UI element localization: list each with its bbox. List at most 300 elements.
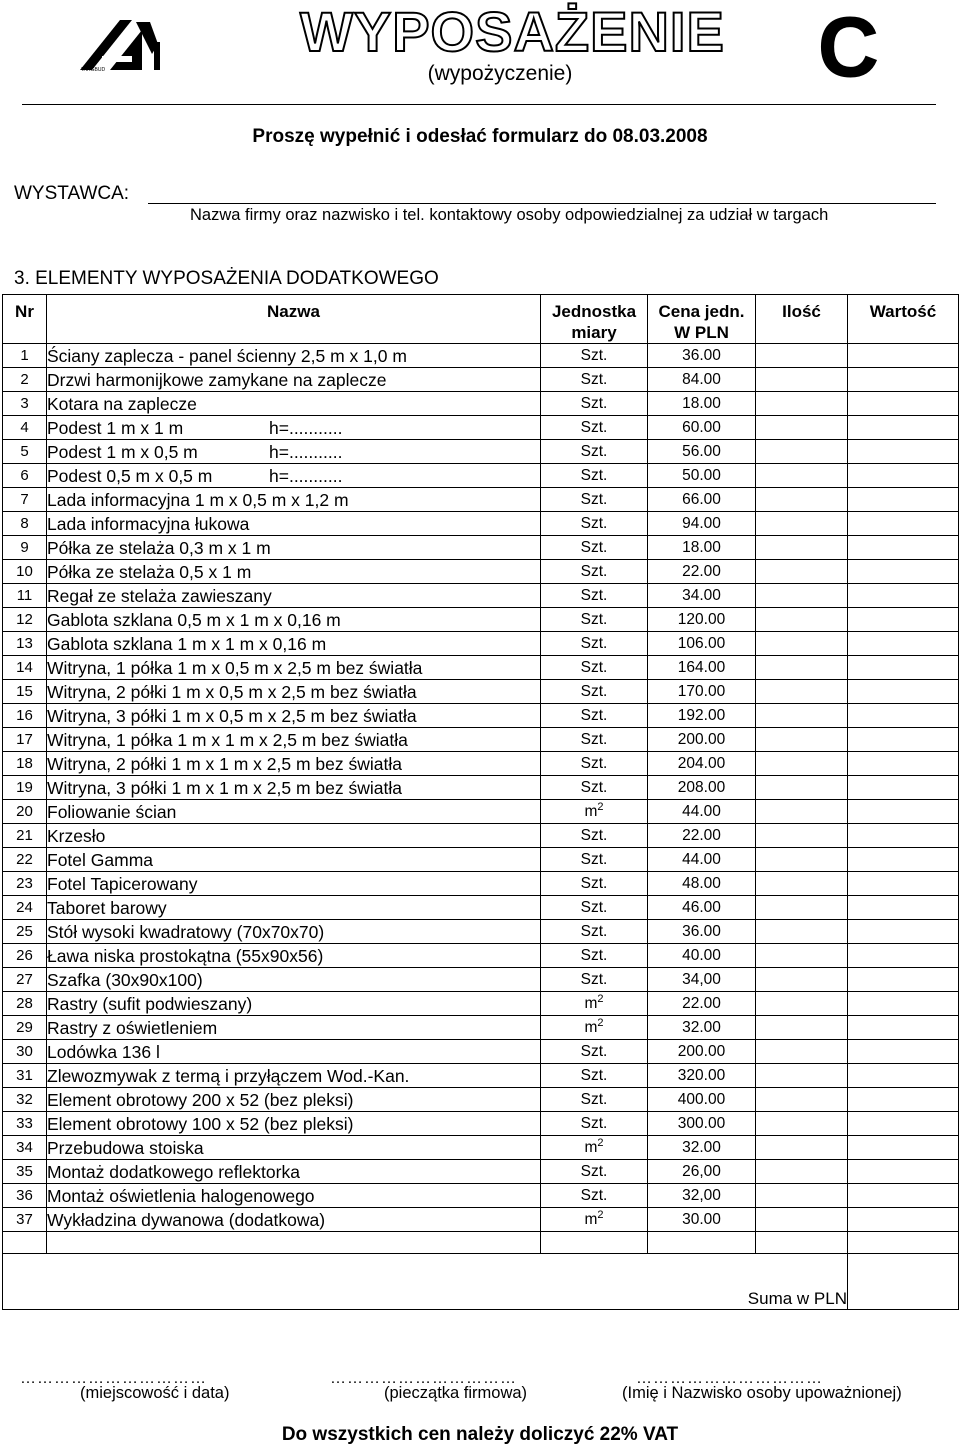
value-cell[interactable] [848,440,959,464]
item-name-text: Witryna, 1 półka 1 m x 0,5 m x 2,5 m bez światła [47,657,423,678]
item-name-text: Wykładzina dywanowa (dodatkowa) [47,1209,326,1230]
value-cell[interactable] [848,1040,959,1064]
row-number: 31 [3,1064,47,1088]
item-unit [541,944,648,968]
item-name [47,584,541,608]
value-cell[interactable] [848,560,959,584]
value-cell[interactable] [848,872,959,896]
value-cell[interactable] [848,800,959,824]
value-cell[interactable] [848,776,959,800]
item-name [47,704,541,728]
unit-text: Szt. [580,946,608,964]
value-cell[interactable] [848,992,959,1016]
item-name [47,1112,541,1136]
unit-text: Szt. [580,418,608,436]
unit-text: Szt. [580,826,608,844]
row-number: 34 [3,1136,47,1160]
value-cell[interactable] [848,680,959,704]
item-price: 164.00 [648,656,756,680]
item-price: 30.00 [648,1208,756,1232]
item-price: 208.00 [648,776,756,800]
item-unit [541,704,648,728]
quantity-cell[interactable] [756,512,848,536]
item-unit [541,1184,648,1208]
table-row [3,416,959,440]
unit-text: Szt. [580,874,608,892]
unit-text: Szt. [580,1066,608,1084]
row-number: 19 [3,776,47,800]
value-cell[interactable] [848,1208,959,1232]
item-price: 192.00 [648,704,756,728]
value-cell[interactable] [848,464,959,488]
item-name-text: Zlewozmywak z termą i przyłączem Wod.-Kan. [47,1065,410,1086]
item-name-text: Gablota szklana 1 m x 1 m x 0,16 m [47,633,327,654]
item-name [47,1040,541,1064]
table-row [3,896,959,920]
item-price: 36.00 [648,344,756,368]
item-price: 34,00 [648,968,756,992]
sum-label-text: Suma w [747,1289,814,1308]
value-cell[interactable] [848,656,959,680]
logo-text: TARGBUD [81,67,106,73]
row-number: 37 [3,1208,47,1232]
item-price: 32.00 [648,1136,756,1160]
row-number: 22 [3,848,47,872]
value-cell[interactable] [848,968,959,992]
item-unit [541,416,648,440]
item-unit [541,728,648,752]
item-name [47,536,541,560]
row-number: 27 [3,968,47,992]
unit-exponent: 2 [597,800,604,813]
row-number: 18 [3,752,47,776]
value-cell[interactable] [848,1112,959,1136]
table-row [3,560,959,584]
exhibitor-note: Nazwa firmy oraz nazwisko i tel. kontaktowy osoby odpowiedzialnej za udział w targach [190,206,829,224]
item-unit [541,968,648,992]
item-name [47,512,541,536]
item-name-text: Ława niska prostokątna (55x90x56) [47,945,324,966]
value-cell[interactable] [848,584,959,608]
value-cell[interactable] [848,848,959,872]
item-unit [541,656,648,680]
quantity-cell[interactable] [756,488,848,512]
table-row [3,368,959,392]
unit-text: Szt. [580,466,608,484]
table-row [3,752,959,776]
item-name-text: Drzwi harmonijkowe zamykane na zaplecze [47,369,387,390]
blank-cell [47,1232,541,1254]
row-number: 21 [3,824,47,848]
unit-text: Szt. [580,1186,608,1204]
row-number: 26 [3,944,47,968]
value-cell[interactable] [848,896,959,920]
sum-value-cell[interactable] [848,1254,959,1310]
form-letter: C [818,0,879,94]
value-cell[interactable] [848,704,959,728]
quantity-cell[interactable] [756,944,848,968]
item-price: 200.00 [648,728,756,752]
header-divider [22,104,936,105]
quantity-cell[interactable] [756,824,848,848]
item-price: 300.00 [648,1112,756,1136]
row-number: 11 [3,584,47,608]
item-name-text: Gablota szklana 0,5 m x 1 m x 0,16 m [47,609,341,630]
table-row [3,728,959,752]
unit-text: Szt. [580,610,608,628]
quantity-cell[interactable] [756,776,848,800]
item-name [47,1160,541,1184]
item-name-text: Foliowanie ścian [47,801,177,822]
header-value: Wartość [848,295,959,344]
unit-text: Szt. [580,1090,608,1108]
item-name [47,392,541,416]
item-name [47,944,541,968]
item-price: 56.00 [648,440,756,464]
unit-exponent: 2 [597,992,604,1005]
item-unit [541,392,648,416]
value-cell[interactable] [848,488,959,512]
item-price: 26,00 [648,1160,756,1184]
item-name-text: Montaż dodatkowego reflektorka [47,1161,300,1182]
stamp-line: …………………………… [330,1370,517,1387]
table-row [3,536,959,560]
item-price: 34.00 [648,584,756,608]
unit-text: Szt. [580,538,608,556]
item-price: 48.00 [648,872,756,896]
value-cell[interactable] [848,1136,959,1160]
quantity-cell[interactable] [756,584,848,608]
item-unit [541,632,648,656]
row-number: 35 [3,1160,47,1184]
quantity-cell[interactable] [756,920,848,944]
quantity-cell[interactable] [756,1136,848,1160]
exhibitor-field[interactable] [148,203,936,204]
table-row [3,656,959,680]
quantity-cell[interactable] [756,464,848,488]
item-unit [541,920,648,944]
table-row [3,776,959,800]
unit-text: Szt. [580,778,608,796]
sum-row [3,1254,959,1310]
item-name [47,680,541,704]
quantity-cell[interactable] [756,536,848,560]
quantity-cell[interactable] [756,800,848,824]
value-cell[interactable] [848,536,959,560]
item-name [47,656,541,680]
item-unit [541,536,648,560]
quantity-cell[interactable] [756,704,848,728]
value-cell[interactable] [848,632,959,656]
quantity-cell[interactable] [756,1160,848,1184]
page-subtitle: (wypożyczenie) [427,62,573,85]
quantity-cell[interactable] [756,416,848,440]
table-row [3,1208,959,1232]
item-name-text: Stół wysoki kwadratowy (70x70x70) [47,921,325,942]
quantity-cell[interactable] [756,680,848,704]
item-unit [541,1112,648,1136]
table-row [3,632,959,656]
table-row [3,944,959,968]
item-price: 120.00 [648,608,756,632]
value-cell[interactable] [848,1016,959,1040]
quantity-cell[interactable] [756,752,848,776]
value-cell[interactable] [848,944,959,968]
value-cell[interactable] [848,1064,959,1088]
value-cell[interactable] [848,1088,959,1112]
row-number: 5 [3,440,47,464]
item-unit [541,1088,648,1112]
item-name-text: Półka ze stelaża 0,5 x 1 m [47,561,252,582]
item-name-text: Fotel Gamma [47,849,153,870]
quantity-cell[interactable] [756,368,848,392]
item-name [47,368,541,392]
unit-text: Szt. [580,370,608,388]
quantity-cell[interactable] [756,1016,848,1040]
unit-text: Szt. [580,490,608,508]
item-name [47,464,541,488]
table-row [3,992,959,1016]
item-name-text: Podest 0,5 m x 0,5 m [47,465,213,486]
item-name [47,440,541,464]
quantity-cell[interactable] [756,1040,848,1064]
header-qty: Ilość [756,295,848,344]
quantity-cell[interactable] [756,632,848,656]
unit-text: m [584,1018,598,1036]
unit-text: m [584,994,598,1012]
item-price: 32.00 [648,1016,756,1040]
table-row [3,1064,959,1088]
item-name [47,968,541,992]
item-unit [541,1040,648,1064]
value-cell[interactable] [848,824,959,848]
unit-text: Szt. [580,706,608,724]
item-unit [541,1208,648,1232]
item-unit [541,1136,648,1160]
item-name [47,824,541,848]
item-name [47,416,541,440]
value-cell[interactable] [848,752,959,776]
table-row [3,1040,959,1064]
item-name [47,992,541,1016]
value-cell[interactable] [848,728,959,752]
quantity-cell[interactable] [756,1088,848,1112]
row-number: 4 [3,416,47,440]
unit-text: Szt. [580,1042,608,1060]
sum-label [3,1254,848,1310]
table-row [3,920,959,944]
quantity-cell[interactable] [756,872,848,896]
unit-exponent: 2 [597,1208,604,1221]
quantity-cell[interactable] [756,896,848,920]
quantity-cell[interactable] [756,848,848,872]
item-unit [541,464,648,488]
item-name [47,920,541,944]
unit-text: Szt. [580,850,608,868]
equipment-table [2,294,959,1310]
unit-text: m [584,1210,598,1228]
blank-cell[interactable] [848,1232,959,1254]
value-cell[interactable] [848,608,959,632]
quantity-cell[interactable] [756,1064,848,1088]
item-unit [541,848,648,872]
item-name-text: Kotara na zaplecze [47,393,197,414]
value-cell[interactable] [848,1184,959,1208]
logo-mark-icon [80,14,176,72]
item-unit [541,1160,648,1184]
item-name [47,800,541,824]
value-cell[interactable] [848,920,959,944]
item-unit [541,560,648,584]
unit-text: Szt. [580,394,608,412]
item-price: 60.00 [648,416,756,440]
quantity-cell[interactable] [756,968,848,992]
item-name-text: Taboret barowy [47,897,167,918]
row-number: 8 [3,512,47,536]
item-unit [541,512,648,536]
item-price: 106.00 [648,632,756,656]
page-title: WYPOSAŻENIE [300,0,725,63]
item-price: 22.00 [648,992,756,1016]
item-unit [541,800,648,824]
item-price: 46.00 [648,896,756,920]
row-number: 28 [3,992,47,1016]
item-name-text: Ściany zaplecza - panel ścienny 2,5 m x 1,0 m [47,345,407,366]
item-name [47,1064,541,1088]
table-row [3,1016,959,1040]
item-name-text: Witryna, 3 półki 1 m x 0,5 m x 2,5 m bez światła [47,705,417,726]
item-name [47,776,541,800]
item-name-text: Szafka (30x90x100) [47,969,203,990]
item-unit [541,992,648,1016]
place-date-caption: (miejscowość i data) [80,1384,230,1402]
item-name-text: Element obrotowy 200 x 52 (bez pleksi) [47,1089,354,1110]
item-name [47,848,541,872]
row-number: 17 [3,728,47,752]
value-cell[interactable] [848,416,959,440]
table-row [3,392,959,416]
item-unit [541,680,648,704]
item-unit [541,824,648,848]
item-name [47,752,541,776]
row-number: 9 [3,536,47,560]
quantity-cell[interactable] [756,728,848,752]
item-name [47,608,541,632]
value-cell[interactable] [848,1160,959,1184]
item-unit [541,896,648,920]
value-cell[interactable] [848,512,959,536]
quantity-cell[interactable] [756,656,848,680]
unit-text: Szt. [580,562,608,580]
table-row [3,608,959,632]
item-price: 66.00 [648,488,756,512]
stamp-caption: (pieczątka firmowa) [384,1384,528,1402]
row-number: 32 [3,1088,47,1112]
row-number: 12 [3,608,47,632]
item-name-text: Witryna, 3 półki 1 m x 1 m x 2,5 m bez światła [47,777,402,798]
header-name: Nazwa [47,295,541,344]
item-price: 18.00 [648,536,756,560]
quantity-cell[interactable] [756,1208,848,1232]
table-row [3,800,959,824]
blank-cell[interactable] [756,1232,848,1254]
value-cell[interactable] [848,392,959,416]
row-number: 20 [3,800,47,824]
quantity-cell[interactable] [756,344,848,368]
item-price: 170.00 [648,680,756,704]
item-name-text: Krzesło [47,825,106,846]
item-price: 200.00 [648,1040,756,1064]
item-name-text: Element obrotowy 100 x 52 (bez pleksi) [47,1113,354,1134]
table-row [3,584,959,608]
quantity-cell[interactable] [756,608,848,632]
quantity-cell[interactable] [756,392,848,416]
item-unit [541,1064,648,1088]
quantity-cell[interactable] [756,560,848,584]
item-price: 32,00 [648,1184,756,1208]
row-number: 16 [3,704,47,728]
table-row [3,872,959,896]
item-unit [541,608,648,632]
item-unit [541,584,648,608]
quantity-cell[interactable] [756,1184,848,1208]
item-price: 36.00 [648,920,756,944]
item-name [47,872,541,896]
place-date-line: …………………………… [20,1370,207,1387]
item-price: 44.00 [648,848,756,872]
value-cell[interactable] [848,344,959,368]
item-name [47,488,541,512]
sum-currency: PLN [813,1289,847,1308]
item-name-text: Lada informacyjna 1 m x 0,5 m x 1,2 m [47,489,349,510]
quantity-cell[interactable] [756,440,848,464]
section-title: 3. ELEMENTY WYPOSAŻENIA DODATKOWEGO [14,268,439,289]
unit-text: Szt. [580,682,608,700]
unit-text: Szt. [580,1114,608,1132]
unit-text: Szt. [580,634,608,652]
unit-text: Szt. [580,754,608,772]
table-row [3,1184,959,1208]
item-name [47,728,541,752]
header-price: Cena jedn. W PLN [648,295,756,344]
table-row [3,344,959,368]
deadline-notice: Proszę wypełnić i odesłać formularz do 08.03.2008 [252,126,708,147]
item-name-text: Rastry (sufit podwieszany) [47,993,253,1014]
unit-text: m [584,1138,598,1156]
unit-text: Szt. [580,514,608,532]
item-name-text: Lada informacyjna łukowa [47,513,250,534]
height-field[interactable]: h=........... [269,441,343,462]
unit-exponent: 2 [597,1136,604,1149]
quantity-cell[interactable] [756,1112,848,1136]
item-unit [541,752,648,776]
row-number: 1 [3,344,47,368]
height-field[interactable]: h=........... [269,465,343,486]
quantity-cell[interactable] [756,992,848,1016]
value-cell[interactable] [848,368,959,392]
blank-cell [648,1232,756,1254]
table-row [3,824,959,848]
exhibitor-label: WYSTAWCA: [14,183,130,204]
item-price: 84.00 [648,368,756,392]
row-number: 25 [3,920,47,944]
item-name [47,560,541,584]
height-field[interactable]: h=........... [269,417,343,438]
row-number: 10 [3,560,47,584]
item-price: 22.00 [648,560,756,584]
unit-text: Szt. [580,586,608,604]
row-number: 3 [3,392,47,416]
